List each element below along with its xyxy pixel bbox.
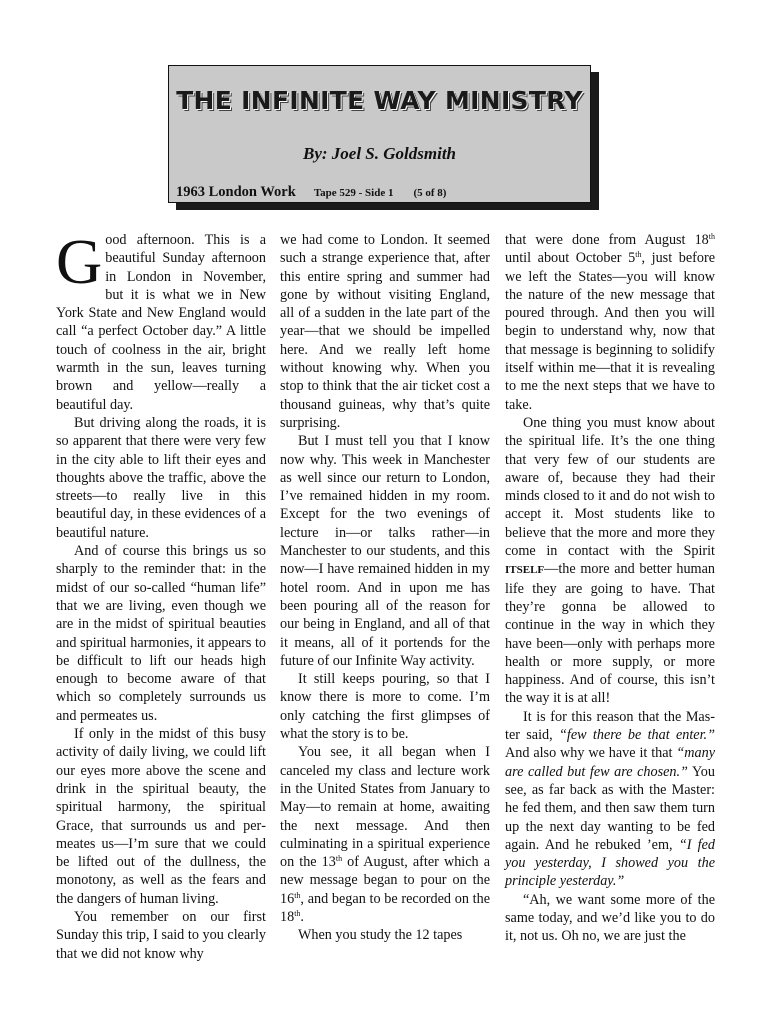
paragraph bbox=[505, 231, 715, 414]
emphasis-itself: ITSELF bbox=[505, 564, 545, 577]
paragraph: If only in the midst of this busy activity of daily living, we could lift our eyes more above the scene and drink in the spiritual beauty, the spiritual harmony, the spiritual Grace, that surrounds us and permeates us—I’m sure that we could be lifted out of the dullness, the monotony, as well as the fears and the dangers of human living. bbox=[56, 726, 266, 907]
ordinal-suffix: th bbox=[294, 908, 301, 918]
part-number: (5 of 8) bbox=[413, 187, 447, 199]
paragraph bbox=[505, 414, 715, 708]
paragraph-text: of August, after which a new message began to pour on the 16 bbox=[280, 854, 490, 907]
paragraph: You remember on our first Sunday this trip, I said to you clearly that we did not know why bbox=[56, 908, 266, 962]
paragraph-text: And also why we have it that bbox=[505, 745, 677, 762]
column-3 bbox=[505, 231, 715, 946]
paragraph: But driving along the roads, it is so apparent that there were very few in the city able to lift their eyes and thoughts above the traffic, above the streets—to really live in this beautiful day, in these evidences of a beautiful nature. bbox=[56, 414, 266, 541]
ordinal-suffix: th bbox=[635, 250, 642, 260]
drop-cap: G bbox=[56, 226, 103, 297]
paragraph: But I must tell you that I know now why. This week in Manchester as well since our return to London, I’ve remained hidden in my room. Except for the two evenings of lecture in—or talks rather—in Manchester to our students, and this now—I have remained hidden in my hotel room. And in upon me has been pouring all of the reason for our being in England, and all of that it means, all of it portends for the future of our Infinite Way activity. bbox=[280, 433, 490, 669]
ordinal-suffix: th bbox=[335, 854, 343, 864]
scripture-quote: “many are called but few are chosen.” bbox=[505, 745, 715, 780]
paragraph bbox=[280, 743, 490, 926]
tape-number: Tape 529 - Side 1 bbox=[313, 187, 394, 199]
ordinal-suffix: th bbox=[294, 890, 301, 900]
column-1 bbox=[56, 226, 266, 963]
paragraph: we had come to London. It seemed such a strange experience that, after this entire spring and summer had gone by without visiting England, all of a sudden in the late part of the year—that we should be impelled here. And we really left home without knowing why. When you stop to think that the air ticket cost a thousand guineas, why that’s quite surprising. bbox=[280, 232, 490, 431]
paragraph-text: It is for this reason that the Master said, bbox=[505, 708, 715, 744]
header-box bbox=[168, 65, 591, 203]
paragraph: When you study the 12 tapes bbox=[298, 927, 463, 944]
paragraph-text: You see, as far back as with the Master: he fed them, and then saw them turn up the next day wanting to be fed again. And he rebuked ’em, bbox=[505, 763, 715, 853]
paragraph-text: , and began to be recorded on the 18 bbox=[280, 890, 490, 925]
paragraph-text: until about October 5 bbox=[505, 250, 636, 267]
column-2 bbox=[280, 231, 490, 945]
author-line: By: Joel S. Goldsmith bbox=[302, 144, 456, 163]
paragraph: “Ah, we want some more of the same today, and we’d like you to do it, not us. Oh no, we are just the bbox=[505, 891, 715, 945]
paragraph-text: One thing you must know about the spiritual life. It’s the one thing that very few of our students are aware of, because they had their minds closed to it and do not wish to accept it. Most students like to believe that the more and more they come in contact with the Spirit bbox=[505, 414, 715, 560]
paragraph-text: , just before we left the States—you will know the nature of the new message that poured through. And then you will begin to understand why, now that that message is beginning to solidify itself within me—that it is revealing to me the next steps that we have to take. bbox=[505, 250, 715, 413]
paragraph-text: . bbox=[300, 908, 304, 925]
paragraph-text: —the more and better human life they are going to have. That they’re gonna be allowed to continue in the way in which they have been—only with perhaps more health or more supply, or more happiness. And of course, this isn’t the way it is at all! bbox=[505, 561, 715, 707]
tape-info bbox=[176, 183, 446, 201]
paragraph-text: You see, it all began when I canceled my class and lecture work in the United States from January to May—to remain at home, awaiting the next message. And then culminating in a spiritual experience on the 13 bbox=[280, 744, 490, 871]
scripture-quote: “I fed you yesterday, I showed you the principle yesterday.” bbox=[505, 836, 715, 890]
work-title: 1963 London Work bbox=[176, 184, 296, 200]
paragraph bbox=[505, 708, 715, 891]
ordinal-suffix: th bbox=[708, 232, 715, 241]
scripture-quote: “few there be that enter.” bbox=[559, 727, 715, 744]
paragraph: It still keeps pouring, so that I know there is more to come. I’m only catching the first glimpses of what the story is to be. bbox=[280, 671, 490, 743]
paragraph-text: that were done from August 18 bbox=[505, 232, 709, 248]
paragraph-text: ood afternoon. This is a beautiful Sunday afternoon in London in November, but it is what we in New York State and New England would call “a perfect October day.” A little touch of coolness in the air, bright warmth in the sun, leaves turning brown and yellow—really a beautiful day. bbox=[56, 232, 266, 413]
paragraph bbox=[56, 226, 266, 414]
page-title: THE INFINITE WAY MINISTRY bbox=[176, 86, 583, 115]
paragraph: And of course this brings us so sharply to the reminder that: in the midst of our so-called “human life” that we are living, even though we are in the midst of spiritual beauties and spiritual harmonies, it appears to be difficult to lift our heads high enough to become aware of that which so completely surrounds us and permeates us. bbox=[56, 543, 266, 724]
